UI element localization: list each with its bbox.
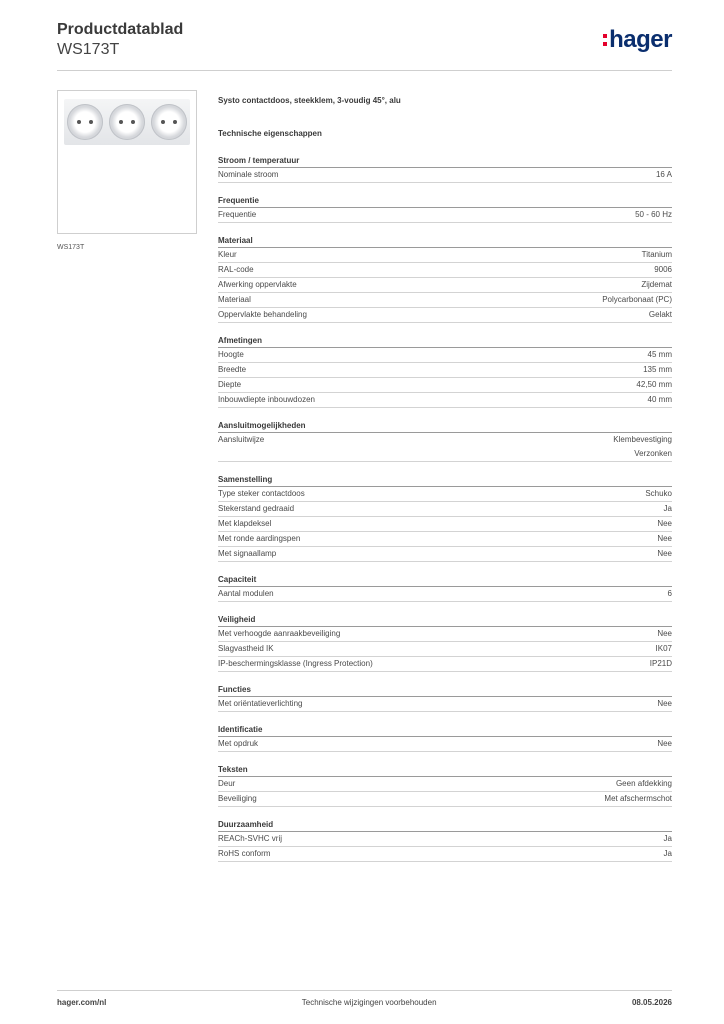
spec-value-line: Nee <box>657 739 672 748</box>
spec-group-title: Afmetingen <box>218 335 672 348</box>
spec-group <box>218 195 672 223</box>
spec-group-title: Stroom / temperatuur <box>218 155 672 168</box>
spec-group <box>218 155 672 183</box>
spec-row <box>218 502 672 517</box>
spec-content <box>218 96 672 874</box>
spec-value <box>643 363 672 377</box>
spec-value-line: Klembevestiging <box>613 435 672 444</box>
spec-value <box>657 737 672 751</box>
spec-value-line: Verzonken <box>634 449 672 458</box>
spec-row <box>218 308 672 323</box>
spec-value <box>616 777 672 791</box>
spec-value <box>656 642 672 656</box>
spec-value <box>642 248 672 262</box>
spec-groups <box>218 155 672 862</box>
spec-label: Aantal modulen <box>218 589 274 598</box>
spec-row <box>218 393 672 408</box>
spec-group <box>218 335 672 408</box>
spec-group-title: Functies <box>218 684 672 697</box>
document-header <box>57 20 183 59</box>
spec-row <box>218 587 672 602</box>
spec-value-line: Ja <box>663 834 672 843</box>
spec-value-line: Gelakt <box>648 310 672 319</box>
spec-value <box>649 308 672 322</box>
spec-row <box>218 627 672 642</box>
socket-icon <box>151 104 187 140</box>
spec-label: Hoogte <box>218 350 244 359</box>
spec-value <box>604 792 672 806</box>
spec-group-title: Teksten <box>218 764 672 777</box>
spec-label: Met ronde aardingspen <box>218 534 301 543</box>
spec-value-line: Nee <box>657 629 672 638</box>
footer-website: hager.com/nl <box>57 998 107 1007</box>
logo-dots-icon <box>603 32 607 48</box>
spec-row <box>218 792 672 807</box>
spec-label: RoHS conform <box>218 849 271 858</box>
spec-value-line: 9006 <box>654 265 672 274</box>
socket-icon <box>67 104 103 140</box>
spec-value <box>657 517 672 531</box>
spec-value-line: 50 - 60 Hz <box>635 210 672 219</box>
spec-value <box>650 657 672 671</box>
spec-value-line: IK07 <box>655 644 672 653</box>
spec-value <box>654 263 672 277</box>
spec-group-title: Frequentie <box>218 195 672 208</box>
spec-group <box>218 764 672 807</box>
spec-value <box>648 393 672 407</box>
spec-value <box>657 532 672 546</box>
spec-group-title: Aansluitmogelijkheden <box>218 420 672 433</box>
spec-row <box>218 547 672 562</box>
spec-group <box>218 420 672 462</box>
footer-disclaimer: Technische wijzigingen voorbehouden <box>301 998 437 1007</box>
spec-label: Materiaal <box>218 295 251 304</box>
spec-value-line: Geen afdekking <box>615 779 672 788</box>
spec-label: Met signaallamp <box>218 549 277 558</box>
spec-value-line: Nee <box>657 534 672 543</box>
spec-row <box>218 657 672 672</box>
spec-value <box>657 547 672 561</box>
spec-label: Nominale stroom <box>218 170 279 179</box>
spec-label: Met verhoogde aanraakbeveiliging <box>218 629 341 638</box>
spec-value-line: Nee <box>657 549 672 558</box>
spec-value-line: IP21D <box>649 659 672 668</box>
spec-label: Type steker contactdoos <box>218 489 305 498</box>
spec-value-line: 6 <box>667 589 672 598</box>
spec-group-title: Capaciteit <box>218 574 672 587</box>
spec-label: Deur <box>218 779 236 788</box>
spec-value-line: 45 mm <box>647 350 672 359</box>
footer <box>57 998 672 1007</box>
spec-label: Afwerking oppervlakte <box>218 280 297 289</box>
spec-value-line: Met afschermschot <box>604 794 672 803</box>
product-image <box>64 99 190 145</box>
spec-group-title: Duurzaamheid <box>218 819 672 832</box>
product-code: WS173T <box>57 41 120 58</box>
logo-text: hager <box>609 26 672 53</box>
footer-divider <box>57 990 672 991</box>
spec-value <box>636 378 672 392</box>
spec-value-line: Polycarbonaat (PC) <box>602 295 672 304</box>
spec-value-line: 16 A <box>655 170 672 179</box>
spec-row <box>218 278 672 293</box>
spec-group-title: Identificatie <box>218 724 672 737</box>
spec-value-line: Titanium <box>641 250 672 259</box>
spec-label: Inbouwdiepte inbouwdozen <box>218 395 315 404</box>
spec-row <box>218 487 672 502</box>
product-title: Systo contactdoos, steekklem, 3-voudig 45°, alu <box>218 96 401 105</box>
spec-row <box>218 697 672 712</box>
spec-value <box>656 168 672 182</box>
spec-label: Breedte <box>218 365 247 374</box>
spec-value <box>635 208 672 222</box>
spec-group <box>218 574 672 602</box>
spec-label: IP-beschermingsklasse (Ingress Protection) <box>218 659 373 668</box>
spec-value <box>648 348 672 362</box>
spec-row <box>218 517 672 532</box>
spec-row <box>218 832 672 847</box>
spec-group <box>218 684 672 712</box>
spec-label: Frequentie <box>218 210 257 219</box>
spec-row <box>218 208 672 223</box>
image-caption: WS173T <box>57 244 85 251</box>
spec-label: Met klapdeksel <box>218 519 272 528</box>
spec-label: Oppervlakte behandeling <box>218 310 307 319</box>
spec-value <box>613 433 672 461</box>
spec-label: RAL-code <box>218 265 254 274</box>
spec-row <box>218 532 672 547</box>
spec-row <box>218 348 672 363</box>
spec-row <box>218 263 672 278</box>
spec-group <box>218 474 672 562</box>
spec-group <box>218 235 672 323</box>
spec-row <box>218 363 672 378</box>
spec-value <box>602 293 672 307</box>
hager-logo <box>603 26 672 54</box>
spec-label: Beveiliging <box>218 794 257 803</box>
spec-row <box>218 293 672 308</box>
spec-group-title: Veiligheid <box>218 614 672 627</box>
spec-row <box>218 433 672 462</box>
spec-value <box>664 832 672 846</box>
spec-value-line: Nee <box>657 519 672 528</box>
product-image-frame <box>57 90 197 234</box>
spec-label: Kleur <box>218 250 237 259</box>
spec-value <box>668 587 672 601</box>
spec-label: Met oriëntatieverlichting <box>218 699 303 708</box>
spec-row <box>218 248 672 263</box>
spec-value <box>657 627 672 641</box>
spec-label: Stekerstand gedraaid <box>218 504 295 513</box>
spec-row <box>218 737 672 752</box>
spec-label: Met opdruk <box>218 739 259 748</box>
spec-row <box>218 168 672 183</box>
document-title: Productdatablad <box>57 21 184 38</box>
spec-group-title: Materiaal <box>218 235 672 248</box>
spec-value-line: Schuko <box>645 489 672 498</box>
spec-group-title: Samenstelling <box>218 474 672 487</box>
spec-row <box>218 642 672 657</box>
spec-value-line: Ja <box>663 849 672 858</box>
spec-value <box>657 697 672 711</box>
spec-value-line: 40 mm <box>647 395 672 404</box>
section-title: Technische eigenschappen <box>218 129 322 138</box>
spec-value-line: Nee <box>657 699 672 708</box>
spec-row <box>218 847 672 862</box>
spec-value-line: Zijdemat <box>641 280 672 289</box>
footer-date: 08.05.2026 <box>631 998 672 1007</box>
spec-row <box>218 777 672 792</box>
spec-value <box>664 847 672 861</box>
spec-label: Diepte <box>218 380 242 389</box>
spec-value <box>641 278 672 292</box>
spec-row <box>218 378 672 393</box>
spec-group <box>218 614 672 672</box>
socket-icon <box>109 104 145 140</box>
spec-label: Slagvastheid IK <box>218 644 274 653</box>
spec-group <box>218 819 672 862</box>
spec-value <box>664 502 672 516</box>
spec-value-line: 42,50 mm <box>636 380 672 389</box>
spec-label: REACh-SVHC vrij <box>218 834 283 843</box>
spec-value-line: 135 mm <box>643 365 672 374</box>
spec-label: Aansluitwijze <box>218 435 265 444</box>
header-divider <box>57 70 672 71</box>
spec-value-line: Ja <box>663 504 672 513</box>
spec-group <box>218 724 672 752</box>
spec-value <box>645 487 672 501</box>
